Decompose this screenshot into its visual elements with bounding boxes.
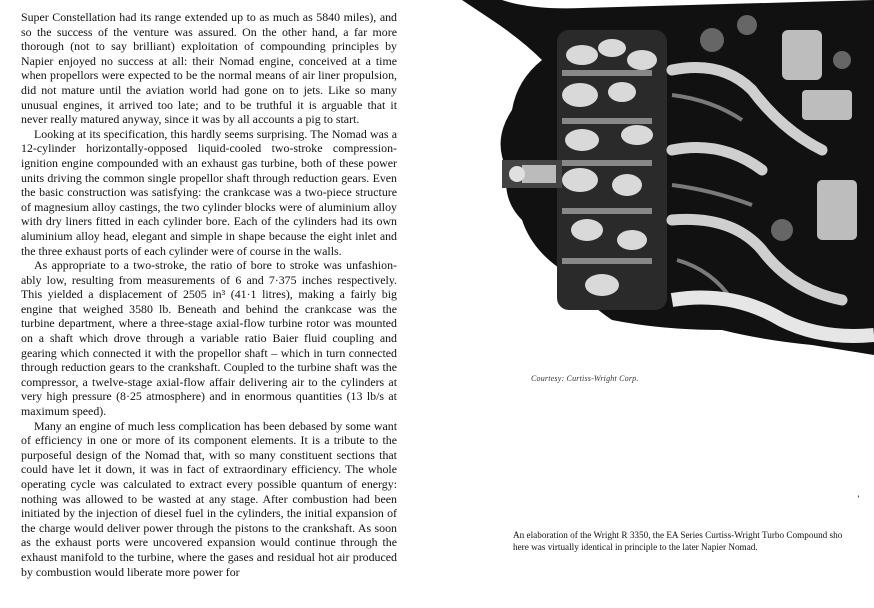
engine-photo <box>462 0 874 355</box>
caption-line-1: An elaboration of the Wright R 3350, the EA Series Curtiss-Wright Turbo Compound sho <box>513 530 843 540</box>
paragraph-2: Looking at its specification, this hardly seems surprising. The Nomad was a 12-cylinder horizontally-opposed liquid-cooled two-stroke compression-ignition engine compounded with an exhaust gas turbine, both of these power units driving the common single propellor shaft through reduction gears. Even the basic construction was satisfying: the crankcase was a two-piece structure of magnesium alloy castings, the two cylinder blocks were of aluminium alloy with dry liners fitted in each cylinder bore. Each of the cylinders had its own aluminium alloy head, elegant and simple in shape because the eight inlet and the three exhaust ports of each cylinder were of course in the walls. <box>21 126 397 258</box>
figure-page <box>402 0 874 608</box>
paragraph-1: Super Constellation had its range extended up to as much as 5840 miles), and so the success of the venture was assured. On the other hand, a far more thorough (not to say brilliant) exploitation of compounding principles by Napier enjoyed no success at all: their Nomad engine, conceived at a time when propellors were expected to be the normal means of air liner propulsion, did not mature until the aviation world had gone on to jets. Like so many unusual engines, it arrived too late; and to be truthful it is arguable that it never really matured anyway, since it was by all accounts a pig to start. <box>21 10 397 127</box>
photo-credit: Courtesy: Curtiss-Wright Corp. <box>531 374 639 383</box>
figure-caption <box>513 530 874 553</box>
stray-mark: ’ <box>857 494 860 504</box>
paragraph-4: Many an engine of much less complication has been debased by some want of efficiency in one or more of its component elements. It is a tribute to the purposeful design of the Nomad that, with so many constituent sections that could have let it down, it was in fact of extraordinary efficiency. The whole operating cycle was calculated to extract every possible quantum of energy: nothing was allowed to be wasted at any stage. After combustion had been initiated by the injection of diesel fuel in the cylinders, the initial expansion of the charge would deliver power through the pistons to the crankshaft. As soon as the exhaust ports were uncovered expansion would continue through the exhaust manifold to the turbine, where the gases and residual hot air produced by combustion would liberate more power for <box>21 418 397 579</box>
paragraph-3: As appropriate to a two-stroke, the ratio of bore to stroke was unfashion-ably low, resulting from measurements of 6 and 7·375 inches respectively. This yielded a displacement of 2505 in³ (41·1 litres), making a fairly big engine that weighed 3580 lb. Beneath and behind the crankcase was the turbine department, where a three-stage axial-flow turbine rotor was mounted on a shaft which drove through a variable ratio Baier fluid coupling and gearing which connected it with the propellor shaft – which in turn connected through reduction gears to the crankshaft. Coupled to the turbine shaft was the compressor, a twelve-stage axial-flow affair delivering air to the cylinders at very high pressure (8·25 atmosphere) and in enormous quantities (13 lb/s at maximum speed). <box>21 258 397 419</box>
caption-line-2: here was virtually identical in principle to the later Napier Nomad. <box>513 541 758 552</box>
body-text-column <box>21 10 397 579</box>
